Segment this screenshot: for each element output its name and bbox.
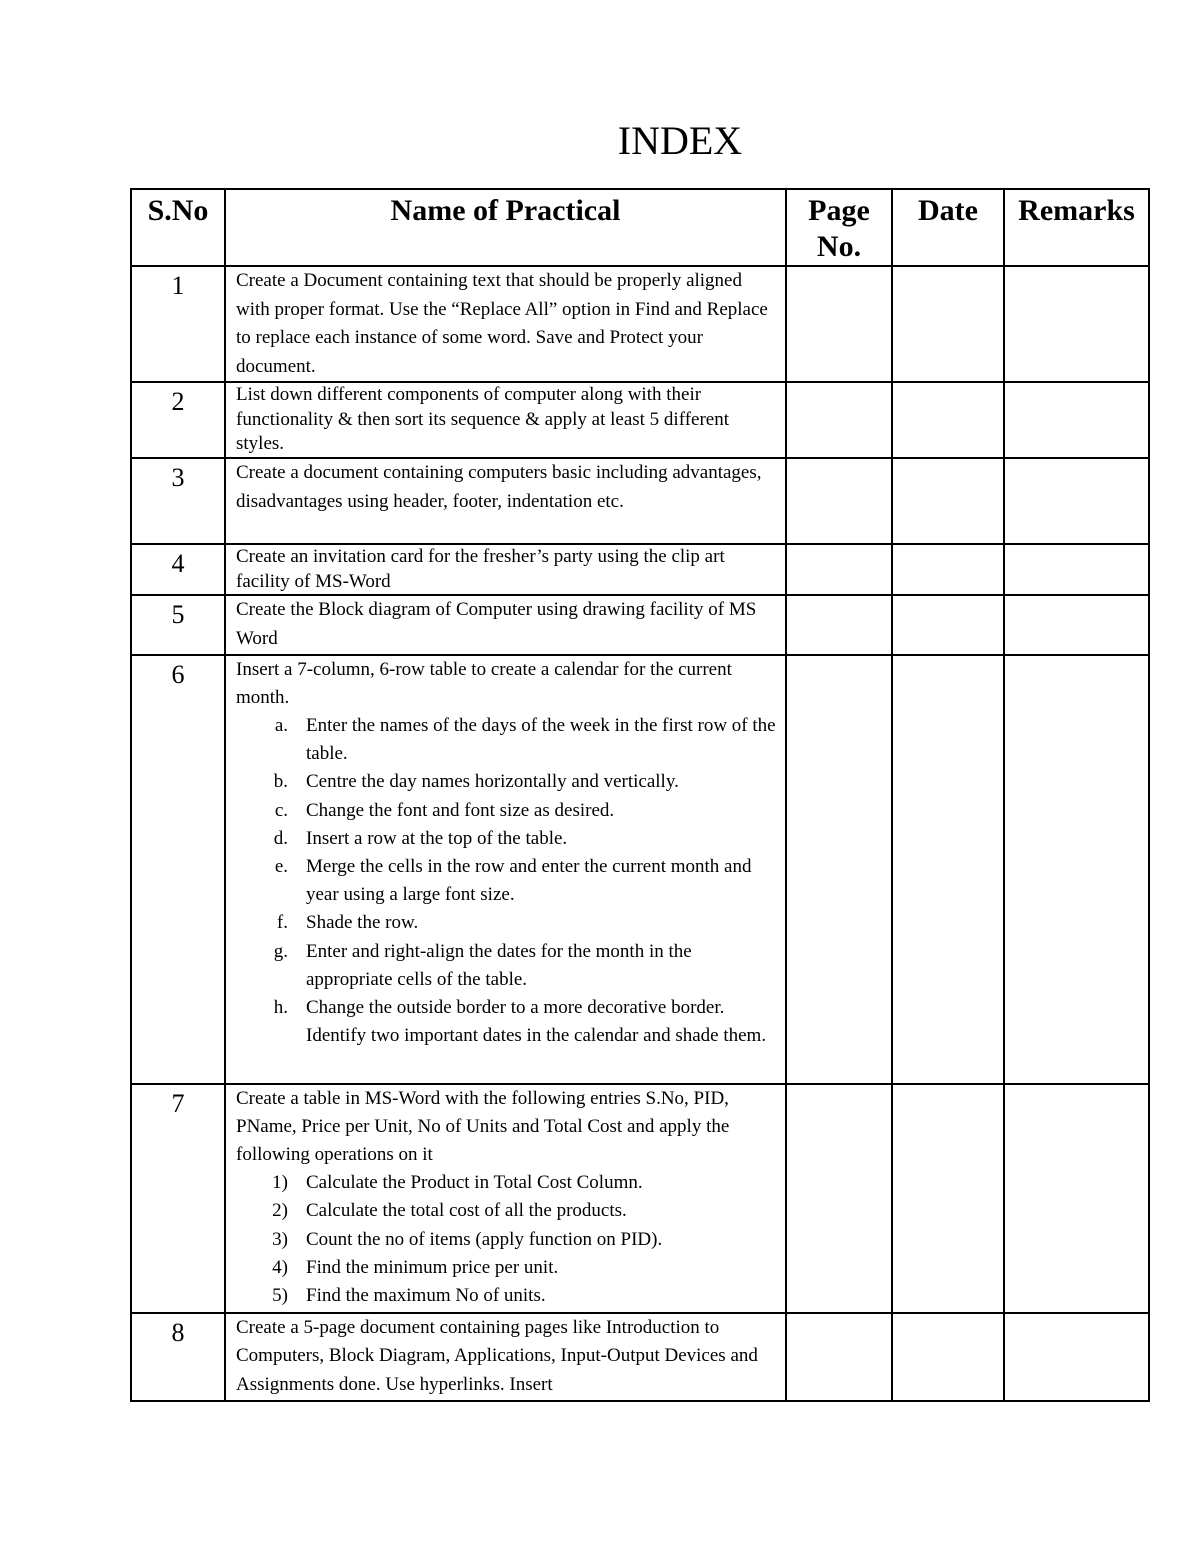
row-practical-name — [225, 1084, 786, 1313]
row-practical-name — [225, 655, 786, 1084]
remarks-cell — [1004, 544, 1149, 595]
list-item — [236, 994, 777, 1050]
header-remarks: Remarks — [1004, 189, 1149, 266]
list-item — [236, 712, 777, 768]
list-item — [236, 938, 777, 994]
page-title: INDEX — [617, 118, 743, 163]
list-marker: 1) — [272, 1172, 288, 1194]
page-no-cell — [786, 655, 892, 1084]
remarks-cell — [1004, 1084, 1149, 1313]
date-cell — [892, 544, 1004, 595]
practical-text: Create an invitation card for the fresher’s party using the clip art facility of MS-Word — [236, 546, 725, 592]
header-sno: S.No — [131, 189, 225, 266]
row-sno: 6 — [131, 655, 225, 1084]
list-item-text: Calculate the total cost of all the products. — [306, 1200, 627, 1222]
list-item — [236, 797, 777, 825]
table-row — [131, 382, 1149, 458]
practical-text: Create a Document containing text that should be properly aligned with proper format. Use the “Replace All” option in Find and Replace to replace each instance of some word. Save and Protect your document. — [236, 270, 768, 377]
list-marker: 4) — [272, 1256, 288, 1278]
table-row — [131, 1313, 1149, 1401]
list-marker: c. — [274, 799, 288, 821]
list-item-text: Calculate the Product in Total Cost Column. — [306, 1172, 643, 1194]
row-practical-name — [225, 544, 786, 595]
page-no-cell — [786, 544, 892, 595]
row-sno: 4 — [131, 544, 225, 595]
row-practical-name — [225, 458, 786, 544]
table-row — [131, 458, 1149, 544]
row-sno: 8 — [131, 1313, 225, 1401]
practical-text: Create a document containing computers basic including advantages, disadvantages using header, footer, indentation etc. — [236, 462, 762, 512]
row-practical-name — [225, 595, 786, 654]
remarks-cell — [1004, 1313, 1149, 1401]
list-item-text: Merge the cells in the row and enter the current month and year using a large font size. — [306, 855, 752, 906]
page-no-cell — [786, 458, 892, 544]
sub-list — [236, 1169, 777, 1310]
list-item-text: Find the minimum price per unit. — [306, 1256, 559, 1278]
table-row — [131, 266, 1149, 382]
list-marker: 5) — [272, 1284, 288, 1306]
row-sno: 1 — [131, 266, 225, 382]
row-sno: 7 — [131, 1084, 225, 1313]
list-item — [236, 825, 777, 853]
remarks-cell — [1004, 382, 1149, 458]
list-marker: h. — [273, 997, 288, 1018]
page-no-cell — [786, 595, 892, 654]
list-marker: b. — [273, 771, 288, 793]
practical-text: Create the Block diagram of Computer using drawing facility of MS Word — [236, 599, 757, 649]
row-practical-name — [225, 266, 786, 382]
row-practical-name — [225, 382, 786, 458]
header-page-no: Page No. — [786, 189, 892, 266]
list-item-text: Count the no of items (apply function on PID). — [306, 1228, 663, 1250]
index-table — [130, 188, 1150, 1402]
list-item-text: Change the outside border to a more decorative border. Identify two important dates in the calendar and shade them. — [306, 997, 767, 1047]
header-name: Name of Practical — [225, 189, 786, 266]
page-no-cell — [786, 382, 892, 458]
list-item — [236, 853, 777, 909]
date-cell — [892, 266, 1004, 382]
list-marker: 2) — [272, 1200, 288, 1222]
list-item — [236, 909, 777, 937]
header-row — [131, 189, 1149, 266]
list-marker: a. — [274, 714, 288, 736]
list-item-text: Centre the day names horizontally and vertically. — [306, 771, 679, 793]
list-marker: 3) — [272, 1228, 288, 1250]
list-item — [236, 1169, 777, 1197]
list-item-text: Find the maximum No of units. — [306, 1284, 546, 1306]
list-marker: g. — [273, 940, 288, 962]
remarks-cell — [1004, 655, 1149, 1084]
date-cell — [892, 655, 1004, 1084]
table-row — [131, 595, 1149, 654]
date-cell — [892, 382, 1004, 458]
practical-text: Create a table in MS-Word with the following entries S.No, PID, PName, Price per Unit, No of Units and Total Cost and apply the following operations on it — [236, 1087, 730, 1165]
row-sno: 2 — [131, 382, 225, 458]
remarks-cell — [1004, 595, 1149, 654]
date-cell — [892, 1313, 1004, 1401]
list-item-text: Enter the names of the days of the week in the first row of the table. — [306, 714, 776, 765]
header-date: Date — [892, 189, 1004, 266]
table-row — [131, 655, 1149, 1084]
date-cell — [892, 458, 1004, 544]
table-row — [131, 1084, 1149, 1313]
row-practical-name — [225, 1313, 786, 1401]
practical-text: Insert a 7-column, 6-row table to create a calendar for the current month. — [236, 658, 732, 708]
list-marker: d. — [273, 827, 288, 849]
remarks-cell — [1004, 266, 1149, 382]
sub-list — [236, 712, 777, 1050]
list-item-text: Change the font and font size as desired. — [306, 799, 615, 821]
date-cell — [892, 1084, 1004, 1313]
list-item — [236, 768, 777, 796]
list-item-text: Insert a row at the top of the table. — [306, 827, 568, 849]
date-cell — [892, 595, 1004, 654]
practical-text: List down different components of computer along with their functionality & then sort its sequence & apply at least 5 different styles. — [236, 384, 729, 455]
remarks-cell — [1004, 458, 1149, 544]
list-marker: e. — [274, 855, 288, 877]
list-item-text: Shade the row. — [306, 912, 419, 934]
list-item — [236, 1282, 777, 1310]
list-marker: f. — [276, 912, 288, 934]
row-sno: 5 — [131, 595, 225, 654]
page-no-cell — [786, 266, 892, 382]
page-no-cell — [786, 1084, 892, 1313]
list-item — [236, 1197, 777, 1225]
row-sno: 3 — [131, 458, 225, 544]
practical-text: Create a 5-page document containing pages like Introduction to Computers, Block Diagram, Applications, Input-Output Devices and Assignments done. Use hyperlinks. Insert — [236, 1316, 758, 1395]
table-row — [131, 544, 1149, 595]
list-item-text: Enter and right-align the dates for the month in the appropriate cells of the table. — [306, 940, 692, 990]
list-item — [236, 1226, 777, 1254]
list-item — [236, 1254, 777, 1282]
page-no-cell — [786, 1313, 892, 1401]
